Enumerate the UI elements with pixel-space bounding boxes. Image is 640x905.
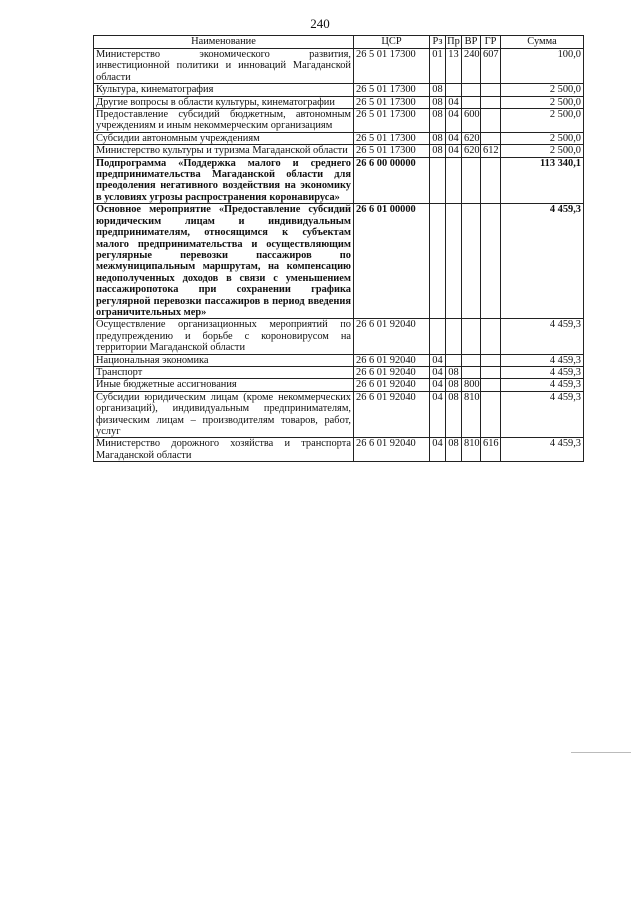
cell-name: Подпрограмма «Поддержка малого и среднего предпринимательства Магаданской области для преодоления негативного воздействия на экономику в условиях угрозы распространения коронавируса» <box>94 157 354 204</box>
header-vr: ВР <box>462 36 481 49</box>
table-row <box>94 354 584 366</box>
cell-csr: 26 5 01 17300 <box>354 132 430 144</box>
table-row <box>94 84 584 96</box>
page-number: 240 <box>310 16 330 31</box>
cell-gr <box>481 96 501 108</box>
cell-csr: 26 5 01 17300 <box>354 109 430 133</box>
cell-sum: 2 500,0 <box>501 109 584 133</box>
cell-csr: 26 6 01 92040 <box>354 379 430 391</box>
cell-pr: 04 <box>446 109 462 133</box>
cell-name: Транспорт <box>94 366 354 378</box>
scan-artifact-line <box>571 752 631 753</box>
table-header-row <box>94 36 584 49</box>
table-row <box>94 319 584 354</box>
cell-sum: 4 459,3 <box>501 319 584 354</box>
cell-vr <box>462 84 481 96</box>
cell-name: Культура, кинематография <box>94 84 354 96</box>
cell-sum: 4 459,3 <box>501 354 584 366</box>
cell-sum: 113 340,1 <box>501 157 584 204</box>
cell-sum: 2 500,0 <box>501 132 584 144</box>
cell-rz: 08 <box>430 109 446 133</box>
cell-gr: 612 <box>481 145 501 157</box>
cell-sum: 4 459,3 <box>501 438 584 462</box>
cell-gr <box>481 366 501 378</box>
cell-rz <box>430 157 446 204</box>
cell-vr <box>462 204 481 319</box>
table-row <box>94 204 584 319</box>
cell-rz: 04 <box>430 379 446 391</box>
table-row <box>94 96 584 108</box>
cell-name: Осуществление организационных мероприятий по предупреждению и борьбе с короновирусом на территории Магаданской области <box>94 319 354 354</box>
cell-gr <box>481 132 501 144</box>
cell-vr <box>462 157 481 204</box>
cell-name: Субсидии автономным учреждениям <box>94 132 354 144</box>
cell-gr <box>481 109 501 133</box>
header-rz: Рз <box>430 36 446 49</box>
table-row <box>94 49 584 84</box>
table-row <box>94 132 584 144</box>
cell-csr: 26 5 01 17300 <box>354 96 430 108</box>
cell-csr: 26 5 01 17300 <box>354 84 430 96</box>
cell-csr: 26 6 01 00000 <box>354 204 430 319</box>
cell-rz <box>430 319 446 354</box>
cell-sum: 4 459,3 <box>501 204 584 319</box>
header-pr: Пр <box>447 36 460 47</box>
cell-csr: 26 5 01 17300 <box>354 49 430 84</box>
cell-rz: 04 <box>430 391 446 438</box>
cell-pr <box>446 204 462 319</box>
cell-pr: 08 <box>446 379 462 391</box>
cell-pr <box>446 319 462 354</box>
cell-csr: 26 6 00 00000 <box>354 157 430 204</box>
cell-name: Министерство экономического развития, инвестиционной политики и инноваций Магаданской области <box>94 49 354 84</box>
cell-name: Другие вопросы в области культуры, кинематографии <box>94 96 354 108</box>
cell-gr: 607 <box>481 49 501 84</box>
cell-rz: 08 <box>430 96 446 108</box>
cell-rz: 04 <box>430 366 446 378</box>
cell-gr <box>481 391 501 438</box>
table-row <box>94 379 584 391</box>
cell-vr <box>462 366 481 378</box>
header-sum: Сумма <box>501 36 584 49</box>
cell-gr <box>481 379 501 391</box>
cell-rz: 04 <box>430 438 446 462</box>
cell-pr: 08 <box>446 391 462 438</box>
cell-name: Предоставление субсидий бюджетным, автономным учреждениям и иным некоммерческим организациям <box>94 109 354 133</box>
cell-pr: 04 <box>446 145 462 157</box>
cell-vr: 600 <box>462 109 481 133</box>
cell-name: Министерство дорожного хозяйства и транспорта Магаданской области <box>94 438 354 462</box>
cell-vr <box>462 354 481 366</box>
cell-pr <box>446 157 462 204</box>
cell-name: Иные бюджетные ассигнования <box>94 379 354 391</box>
cell-vr: 240 <box>462 49 481 84</box>
cell-name: Национальная экономика <box>94 354 354 366</box>
cell-rz: 08 <box>430 145 446 157</box>
cell-vr <box>462 319 481 354</box>
cell-name: Основное мероприятие «Предоставление субсидий юридическим лицам и индивидуальным предпринимателям, относящимся к субъектам малого предпринимательства и осуществляющим регулярные перевозки пассажиров по межмуниципальным маршрутам, на компенсацию недополученных доходов в связи с уменьшением пассажиропотока при сохранении графика регулярной перевозки пассажиров в период введения ограничительных мер» <box>94 204 354 319</box>
cell-name: Министерство культуры и туризма Магаданской области <box>94 145 354 157</box>
table-body <box>94 49 584 462</box>
cell-vr: 810 <box>462 438 481 462</box>
cell-pr: 08 <box>446 438 462 462</box>
cell-gr <box>481 84 501 96</box>
cell-pr: 08 <box>446 366 462 378</box>
table-row <box>94 109 584 133</box>
header-gr: ГР <box>481 36 501 49</box>
cell-sum: 2 500,0 <box>501 96 584 108</box>
cell-sum: 4 459,3 <box>501 391 584 438</box>
table-row <box>94 145 584 157</box>
cell-vr <box>462 96 481 108</box>
cell-pr: 04 <box>446 132 462 144</box>
cell-pr: 04 <box>446 96 462 108</box>
cell-rz: 08 <box>430 132 446 144</box>
cell-gr <box>481 157 501 204</box>
cell-csr: 26 6 01 92040 <box>354 366 430 378</box>
cell-gr <box>481 204 501 319</box>
cell-sum: 4 459,3 <box>501 379 584 391</box>
cell-sum: 4 459,3 <box>501 366 584 378</box>
cell-rz: 08 <box>430 84 446 96</box>
cell-gr <box>481 354 501 366</box>
cell-vr: 620 <box>462 145 481 157</box>
cell-csr: 26 6 01 92040 <box>354 438 430 462</box>
cell-sum: 2 500,0 <box>501 84 584 96</box>
cell-csr: 26 6 01 92040 <box>354 354 430 366</box>
cell-name: Субсидии юридическим лицам (кроме некоммерческих организаций), индивидуальным предпринимателям, физическим лицам – производителям товаров, работ, услуг <box>94 391 354 438</box>
cell-rz: 01 <box>430 49 446 84</box>
cell-rz: 04 <box>430 354 446 366</box>
cell-rz <box>430 204 446 319</box>
cell-sum: 2 500,0 <box>501 145 584 157</box>
cell-csr: 26 5 01 17300 <box>354 145 430 157</box>
cell-pr: 13 <box>446 49 462 84</box>
header-name: Наименование <box>94 36 354 49</box>
table-row <box>94 157 584 204</box>
cell-pr <box>446 84 462 96</box>
cell-gr: 616 <box>481 438 501 462</box>
cell-vr: 800 <box>462 379 481 391</box>
cell-csr: 26 6 01 92040 <box>354 391 430 438</box>
cell-csr: 26 6 01 92040 <box>354 319 430 354</box>
header-csr: ЦСР <box>354 36 430 49</box>
cell-pr <box>446 354 462 366</box>
table-row <box>94 438 584 462</box>
cell-vr: 810 <box>462 391 481 438</box>
cell-vr: 620 <box>462 132 481 144</box>
table-row <box>94 366 584 378</box>
cell-sum: 100,0 <box>501 49 584 84</box>
budget-table <box>93 35 584 462</box>
table-row <box>94 391 584 438</box>
cell-gr <box>481 319 501 354</box>
